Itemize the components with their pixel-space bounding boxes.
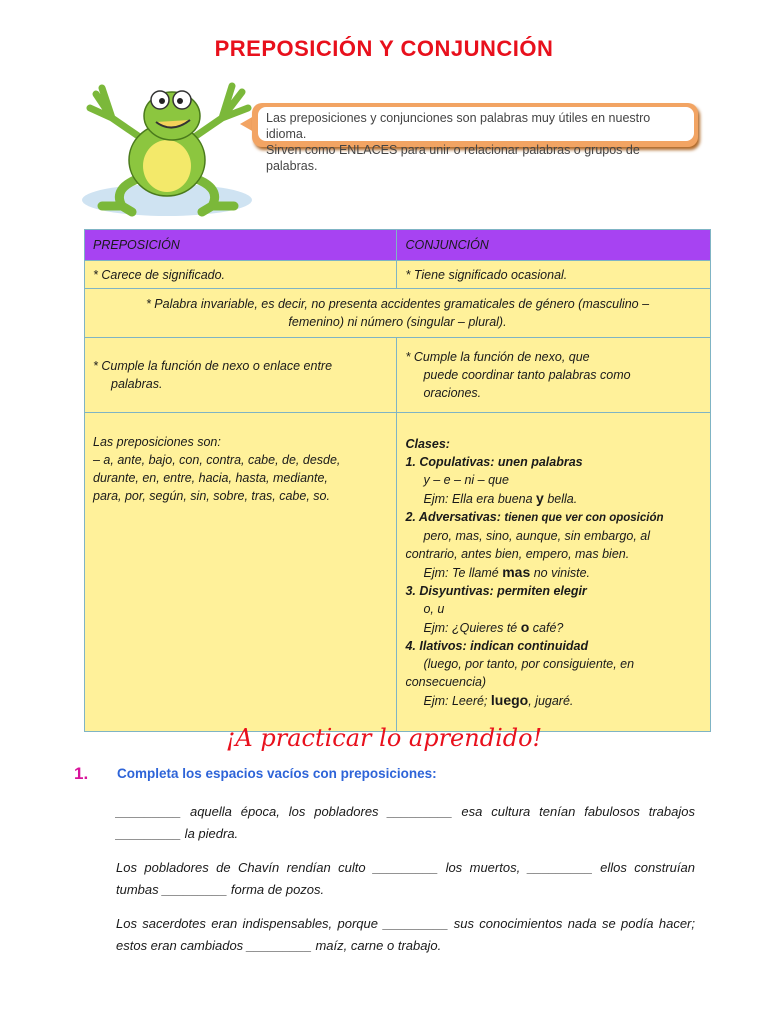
frog-illustration: [82, 78, 257, 218]
clases-heading: Clases:: [405, 437, 450, 451]
prep-list-line: para, por, según, sin, sobre, tras, cabe, so.: [93, 489, 330, 503]
speech-bubble: [252, 103, 698, 173]
conj-function-line-1: * Cumple la función de nexo, que: [405, 350, 590, 364]
clase-copulativas-title: 1. Copulativas: unen palabras: [405, 455, 583, 469]
clase-adversativas-example: Ejm: Te llamé mas no viniste.: [423, 564, 591, 580]
prep-list-cell: [85, 413, 397, 732]
conj-function-line-3: oraciones.: [423, 386, 482, 400]
conj-meaning: * Tiene significado ocasional.: [397, 261, 711, 289]
table-row: [85, 413, 711, 732]
clase-adversativas-list: pero, mas, sino, aunque, sin embargo, al: [423, 529, 651, 543]
bubble-line-1: Las preposiciones y conjunciones son palabras muy útiles en nuestro idioma.: [266, 111, 651, 141]
exercise-instruction: Completa los espacios vacíos con preposiciones:: [117, 766, 437, 781]
exercise-paragraph-3: Los sacerdotes eran indispensables, porque _________ sus conocimientos nada se podía hacer; estos eran cambiados _________ maíz, carne o trabajo.: [116, 916, 695, 953]
exercise-paragraph-2: Los pobladores de Chavín rendían culto _________ los muertos, _________ ellos construían tumbas _________ forma de pozos.: [116, 860, 695, 897]
clase-ilativos-example: Ejm: Leeré; luego, jugaré.: [423, 692, 574, 708]
prep-function-line-1: * Cumple la función de nexo o enlace entre: [93, 359, 333, 373]
prep-function-line-2: palabras.: [111, 377, 163, 391]
exercise-number: 1.: [74, 764, 89, 783]
clase-disyuntivas-example: Ejm: ¿Quieres té o café?: [423, 619, 564, 635]
table-row: [85, 261, 711, 289]
shared-feature-line-2: femenino) ni número (singular – plural).: [288, 315, 507, 329]
table-header-row: [85, 230, 711, 261]
header-preposicion: PREPOSICIÓN: [85, 230, 397, 261]
prep-function: [85, 338, 397, 413]
prep-meaning: * Carece de significado.: [85, 261, 397, 289]
header-conjuncion: CONJUNCIÓN: [397, 230, 711, 261]
prep-list-intro: Las preposiciones son:: [93, 435, 221, 449]
clase-disyuntivas-list: o, u: [423, 602, 445, 616]
bubble-line-2: Sirven como ENLACES para unir o relacionar palabras o grupos de palabras.: [266, 143, 640, 173]
shared-feature: [85, 289, 711, 338]
practice-title: ¡A practicar lo aprendido!: [225, 724, 543, 752]
conj-function: [397, 338, 711, 413]
clase-ilativos-list: consecuencia): [405, 675, 487, 689]
clase-adversativas-title: 2. Adversativas: tienen que ver con oposición: [405, 510, 664, 524]
prep-list-line: – a, ante, bajo, con, contra, cabe, de, desde,: [93, 453, 341, 467]
clase-copulativas-list: y – e – ni – que: [423, 473, 509, 487]
clase-adversativas-list: contrario, antes bien, empero, mas bien.: [405, 547, 630, 561]
clase-ilativos-title: 4. Ilativos: indican continuidad: [405, 639, 589, 653]
clase-disyuntivas-title: 3. Disyuntivas: permiten elegir: [405, 584, 587, 598]
clase-copulativas-example: Ejm: Ella era buena y bella.: [423, 490, 578, 506]
exercise-paragraph-1: _________ aquella época, los pobladores _________ esa cultura tenían fabulosos trabajos _________ la piedra.: [116, 804, 695, 841]
page-title: PREPOSICIÓN Y CONJUNCIÓN: [214, 36, 554, 61]
table-row: [85, 338, 711, 413]
comparison-table: [84, 229, 711, 732]
conj-function-line-2: puede coordinar tanto palabras como: [423, 368, 631, 382]
table-row: [85, 289, 711, 338]
clase-ilativos-list: (luego, por tanto, por consiguiente, en: [423, 657, 635, 671]
prep-list-line: durante, en, entre, hacia, hasta, mediante,: [93, 471, 328, 485]
conj-classes-cell: [397, 413, 711, 732]
shared-feature-line-1: * Palabra invariable, es decir, no presenta accidentes gramaticales de género (masculino –: [145, 297, 650, 311]
